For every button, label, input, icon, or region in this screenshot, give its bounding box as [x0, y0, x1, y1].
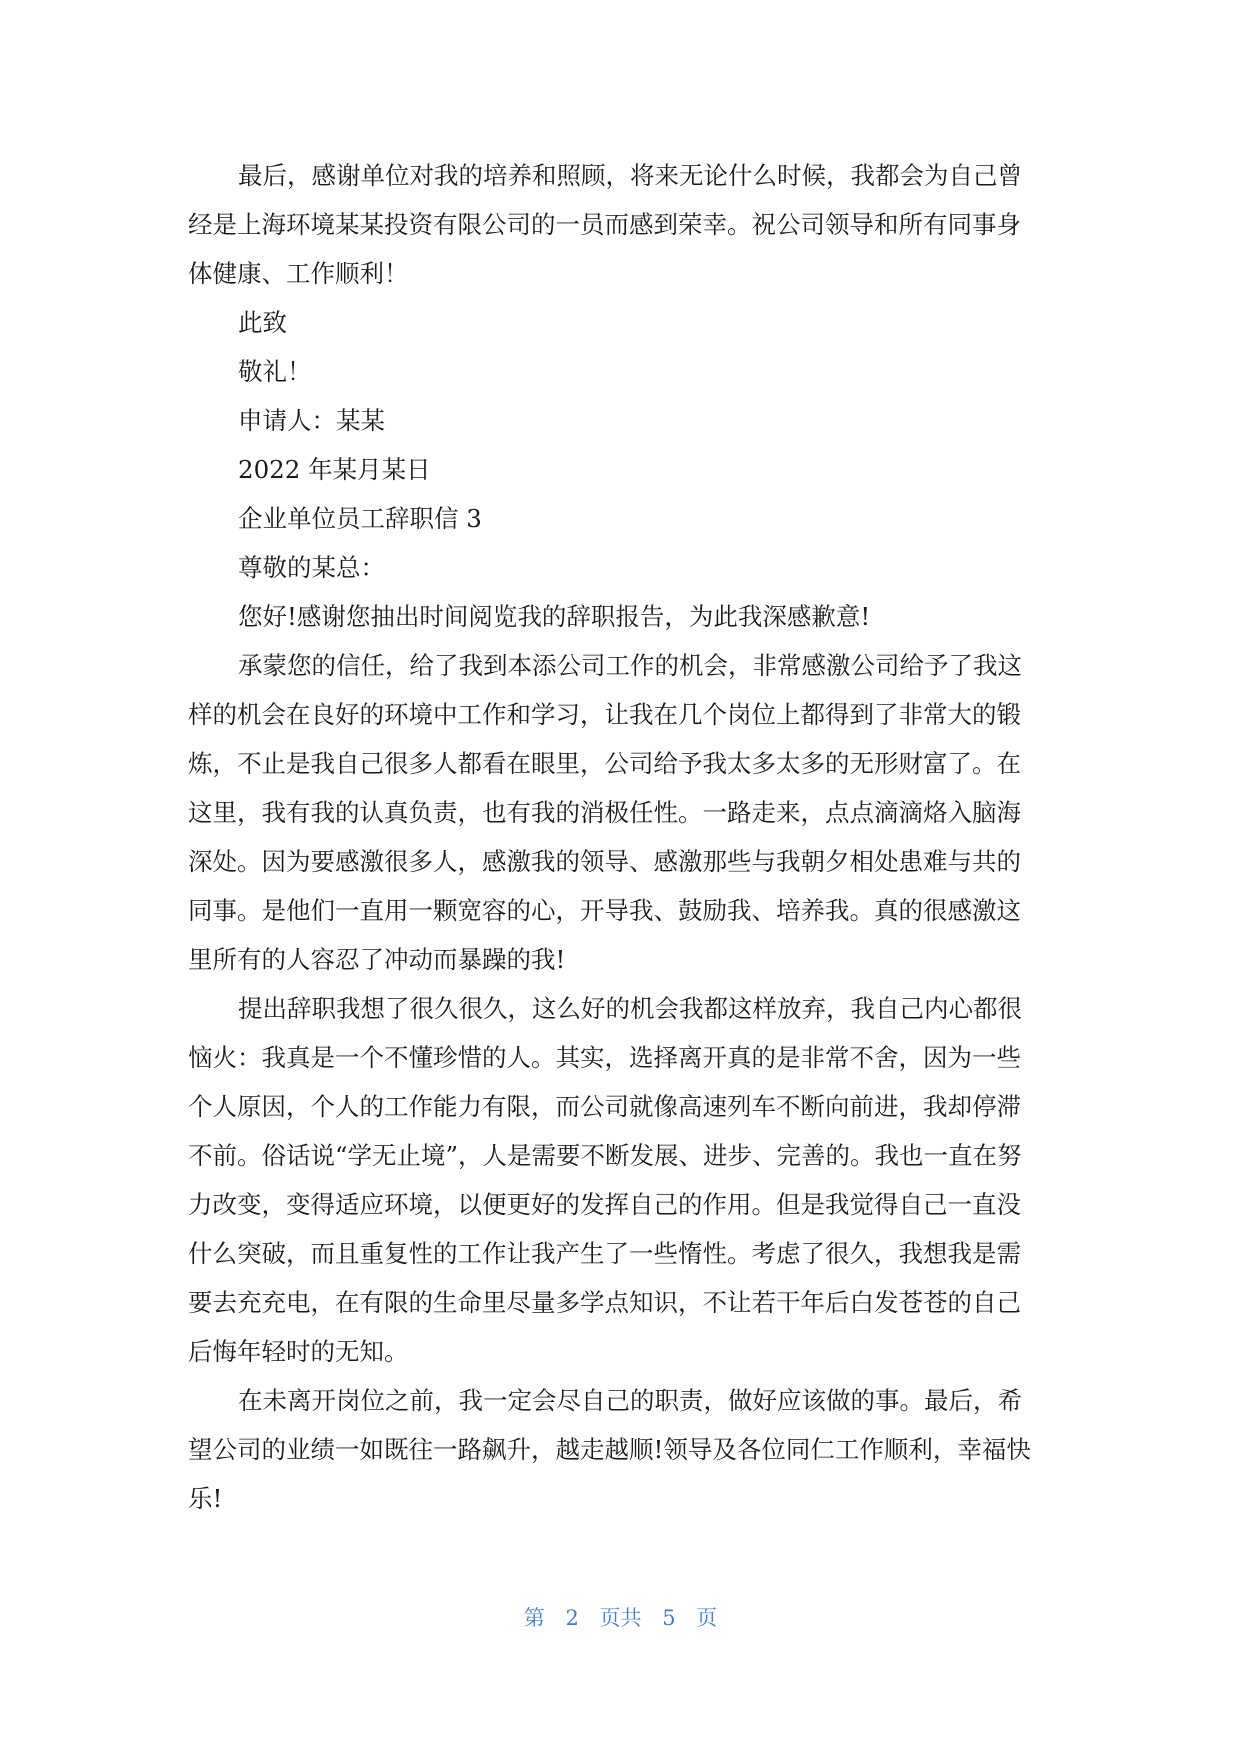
text-line: 炼，不止是我自己很多人都看在眼里，公司给予我太多太多的无形财富了。在: [188, 749, 1021, 778]
document-body: [188, 151, 1046, 1523]
total-page-count: 5: [662, 1606, 676, 1630]
closing-regards: 敬礼！: [238, 357, 312, 386]
text-line: 同事。是他们一直用一颗宽容的心，开导我、鼓励我、培养我。真的很感激这: [188, 896, 1021, 925]
applicant-signature: 申请人：某某: [238, 406, 385, 435]
footer-prefix: 第: [523, 1606, 545, 1630]
text-line: 您好!感谢您抽出时间阅览我的辞职报告，为此我深感歉意!: [238, 602, 871, 631]
text-line: 样的机会在良好的环境中工作和学习，让我在几个岗位上都得到了非常大的锻: [188, 700, 1021, 729]
letter-greeting: 尊敬的某总：: [238, 553, 385, 582]
letter-date: 2022 年某月某日: [238, 455, 431, 484]
text-line: 在未离开岗位之前，我一定会尽自己的职责，做好应该做的事。最后，希: [238, 1386, 1022, 1415]
text-line: 恼火：我真是一个不懂珍惜的人。其实，选择离开真的是非常不舍，因为一些: [188, 1043, 1021, 1072]
page-footer: [0, 1602, 1241, 1632]
text-line: 经是上海环境某某投资有限公司的一员而感到荣幸。祝公司领导和所有同事身: [188, 210, 1021, 239]
text-line: 要去充充电，在有限的生命里尽量多学点知识，不让若干年后白发苍苍的自己: [188, 1288, 1021, 1317]
text-line: 不前。俗话说“学无止境”，人是需要不断发展、进步、完善的。我也一直在努: [188, 1141, 1022, 1170]
text-line: 后悔年轻时的无知。: [188, 1337, 409, 1366]
text-line: 承蒙您的信任，给了我到本添公司工作的机会，非常感激公司给予了我这: [238, 651, 1022, 680]
current-page-number: 2: [565, 1606, 579, 1630]
text-line: 体健康、工作顺利！: [188, 259, 409, 288]
closing-salutation: 此致: [238, 308, 287, 337]
text-line: 乐!: [188, 1484, 223, 1513]
text-line: 这里，我有我的认真负责，也有我的消极任性。一路走来，点点滴滴烙入脑海: [188, 798, 1021, 827]
footer-middle: 页共: [599, 1606, 642, 1630]
section-heading: 企业单位员工辞职信 3: [238, 504, 482, 533]
text-line: 深处。因为要感激很多人，感激我的领导、感激那些与我朝夕相处患难与共的: [188, 847, 1021, 876]
text-line: 最后，感谢单位对我的培养和照顾，将来无论什么时候，我都会为自己曾: [238, 161, 1022, 190]
text-line: 力改变，变得适应环境，以便更好的发挥自己的作用。但是我觉得自己一直没: [188, 1190, 1021, 1219]
text-line: 望公司的业绩一如既往一路飙升，越走越顺!领导及各位同仁工作顺利，幸福快: [188, 1435, 1031, 1464]
text-line: 里所有的人容忍了冲动而暴躁的我!: [188, 945, 566, 974]
text-line: 什么突破，而且重复性的工作让我产生了一些惰性。考虑了很久，我想我是需: [188, 1239, 1021, 1268]
footer-suffix: 页: [696, 1606, 718, 1630]
text-line: 提出辞职我想了很久很久，这么好的机会我都这样放弃，我自己内心都很: [238, 994, 1022, 1023]
text-line: 个人原因，个人的工作能力有限，而公司就像高速列车不断向前进，我却停滞: [188, 1092, 1021, 1121]
